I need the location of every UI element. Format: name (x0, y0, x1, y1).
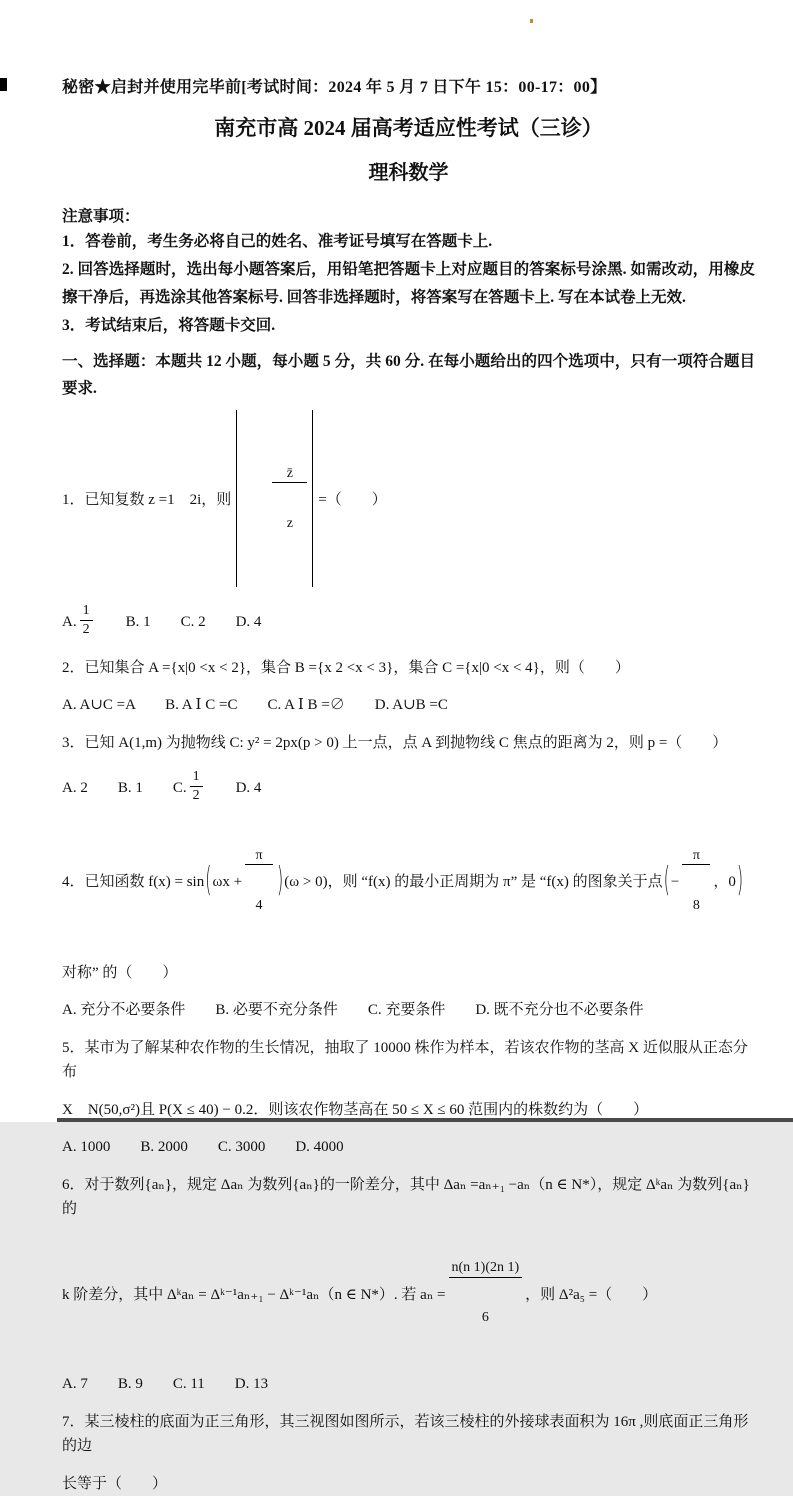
question-1-text: 1．已知复数 z =1 2i，则 (62, 492, 232, 509)
fraction-denominator: 2 (82, 621, 90, 637)
security-header: 秘密★启封并使用完毕前[考试时间：2024 年 5 月 7 日下午 15：00-17：00】 (62, 79, 607, 96)
next-page-edge (57, 1118, 793, 1122)
question-3-options (62, 768, 755, 808)
fraction-numerator: 1 (80, 603, 93, 621)
question-1-options (62, 602, 755, 642)
close-paren: ) (277, 860, 284, 900)
fraction-numerator: π (245, 848, 273, 866)
fraction-denominator: 4 (255, 897, 263, 913)
question-6-blank: ，则 Δ²a₅ =（ ） (525, 1286, 658, 1303)
exam-title: 南充市高 2024 届高考适应性考试（三诊） (214, 116, 603, 140)
question-7-line-1: 7．某三棱柱的底面为正三角形，其三视图如图所示，若该三棱柱的外接球表面积为 16π ,则底面正三角形的边 (62, 1413, 749, 1454)
fraction-sequence-formula (449, 1229, 523, 1357)
point-second-coordinate: ，0 (713, 874, 736, 891)
fraction-numerator: z̄ (272, 466, 307, 484)
fraction-denominator: z (286, 515, 293, 531)
fraction-numerator: 1 (190, 769, 203, 787)
question-1-blank: =（ ） (318, 492, 387, 509)
notices-heading: 注意事项： (62, 207, 140, 225)
option-d: D. 4 (205, 780, 262, 797)
fraction-numerator: π (682, 848, 710, 866)
fraction-numerator: n(n 1)(2n 1) (449, 1260, 523, 1278)
fraction-denominator: 2 (192, 787, 200, 803)
question-5-line-2: X N(50,σ²)且 P(X ≤ 40) − 0.2．则该农作物茎高在 50 ≤ X ≤ 60 范围内的株数约为（ ） (62, 1101, 649, 1118)
question-4-continued: 对称” 的（ ） (62, 964, 178, 981)
options-b-c-d: B. 1 C. 2 D. 4 (95, 614, 262, 631)
question-6-definition: k 阶差分，其中 Δᵏaₙ = Δᵏ⁻¹aₙ₊₁ − Δᵏ⁻¹aₙ（n ∈ N*）. 若 aₙ = (62, 1286, 446, 1303)
fraction-one-half (80, 603, 93, 637)
fraction-pi-over-8 (682, 816, 710, 944)
option-a-label: A. (62, 614, 77, 631)
question-4-middle: (ω > 0)，则 “f(x) 的最小正周期为 π” 是 “f(x) 的图象关于点 (284, 874, 663, 891)
fraction-denominator: 8 (692, 897, 700, 913)
question-1 (62, 412, 755, 589)
question-5-options: A. 1000 B. 2000 C. 3000 D. 4000 (62, 1138, 344, 1155)
question-6-line-2 (62, 1231, 755, 1359)
options-a-b-c: A. 2 B. 1 C. (62, 780, 187, 797)
question-5-line-1: 5．某市为了解某种农作物的生长情况，抽取了 10000 株作为样本，若该农作物的茎高 X 近似服从正态分布 (62, 1039, 748, 1080)
question-6-options: A. 7 B. 9 C. 11 D. 13 (62, 1375, 269, 1392)
fraction-zbar-over-z (272, 434, 307, 562)
close-paren: ) (736, 860, 744, 900)
question-2: 2．已知集合 A ={x|0 <x < 2}，集合 B ={x 2 <x < 3}，集合 C ={x|0 <x < 4}，则（ ） (62, 660, 630, 677)
question-2-options: A. A∪C =A B. A Ⅰ C =C C. A Ⅰ B =∅ D. A∪B =C (62, 697, 448, 714)
question-4-text: 4．已知函数 f(x) = sin (62, 874, 205, 891)
fraction-pi-over-4 (245, 816, 273, 944)
notice-item-1: 1．答卷前，考生务必将自己的姓名、准考证号填写在答题卡上. (62, 232, 493, 250)
fraction-denominator: 6 (481, 1309, 489, 1325)
open-paren: ( (205, 860, 212, 900)
question-3: 3．已知 A(1,m) 为抛物线 C: y² = 2px(p > 0) 上一点，点 A 到抛物线 C 焦点的距离为 2，则 p =（ ） (62, 735, 728, 752)
open-paren: ( (663, 860, 670, 900)
notice-item-3: 3．考试结束后，将答题卡交回. (62, 317, 276, 335)
sin-argument: ωx + (212, 874, 243, 891)
question-6-line-1: 6．对于数列{aₙ}，规定 Δaₙ 为数列{aₙ}的一阶差分，其中 Δaₙ =aₙ₊₁ −aₙ（n ∈ N*），规定 Δᵏaₙ 为数列{aₙ}的 (62, 1176, 750, 1217)
fraction-one-half (190, 769, 203, 803)
minus-sign: − (670, 874, 680, 891)
absolute-value-fraction (236, 410, 313, 587)
exam-subject: 理科数学 (368, 161, 449, 184)
question-4-options: A. 充分不必要条件 B. 必要不充分条件 C. 充要条件 D. 既不充分也不必要条件 (62, 1001, 644, 1018)
question-4 (62, 818, 755, 946)
question-7-line-2: 长等于（ ） (62, 1475, 168, 1492)
section-one-heading: 一、选择题：本题共 12 小题，每小题 5 分，共 60 分. 在每小题给出的四个选项中，只有一项符合题目要求. (62, 352, 755, 397)
notice-item-2: 2. 回答选择题时，选出每小题答案后，用铅笔把答题卡上对应题目的答案标号涂黑. 如需改动，用橡皮擦干净后，再选涂其他答案标号. 回答非选择题时，将答案写在答题卡上. 写在本试卷上无效. (62, 260, 755, 307)
